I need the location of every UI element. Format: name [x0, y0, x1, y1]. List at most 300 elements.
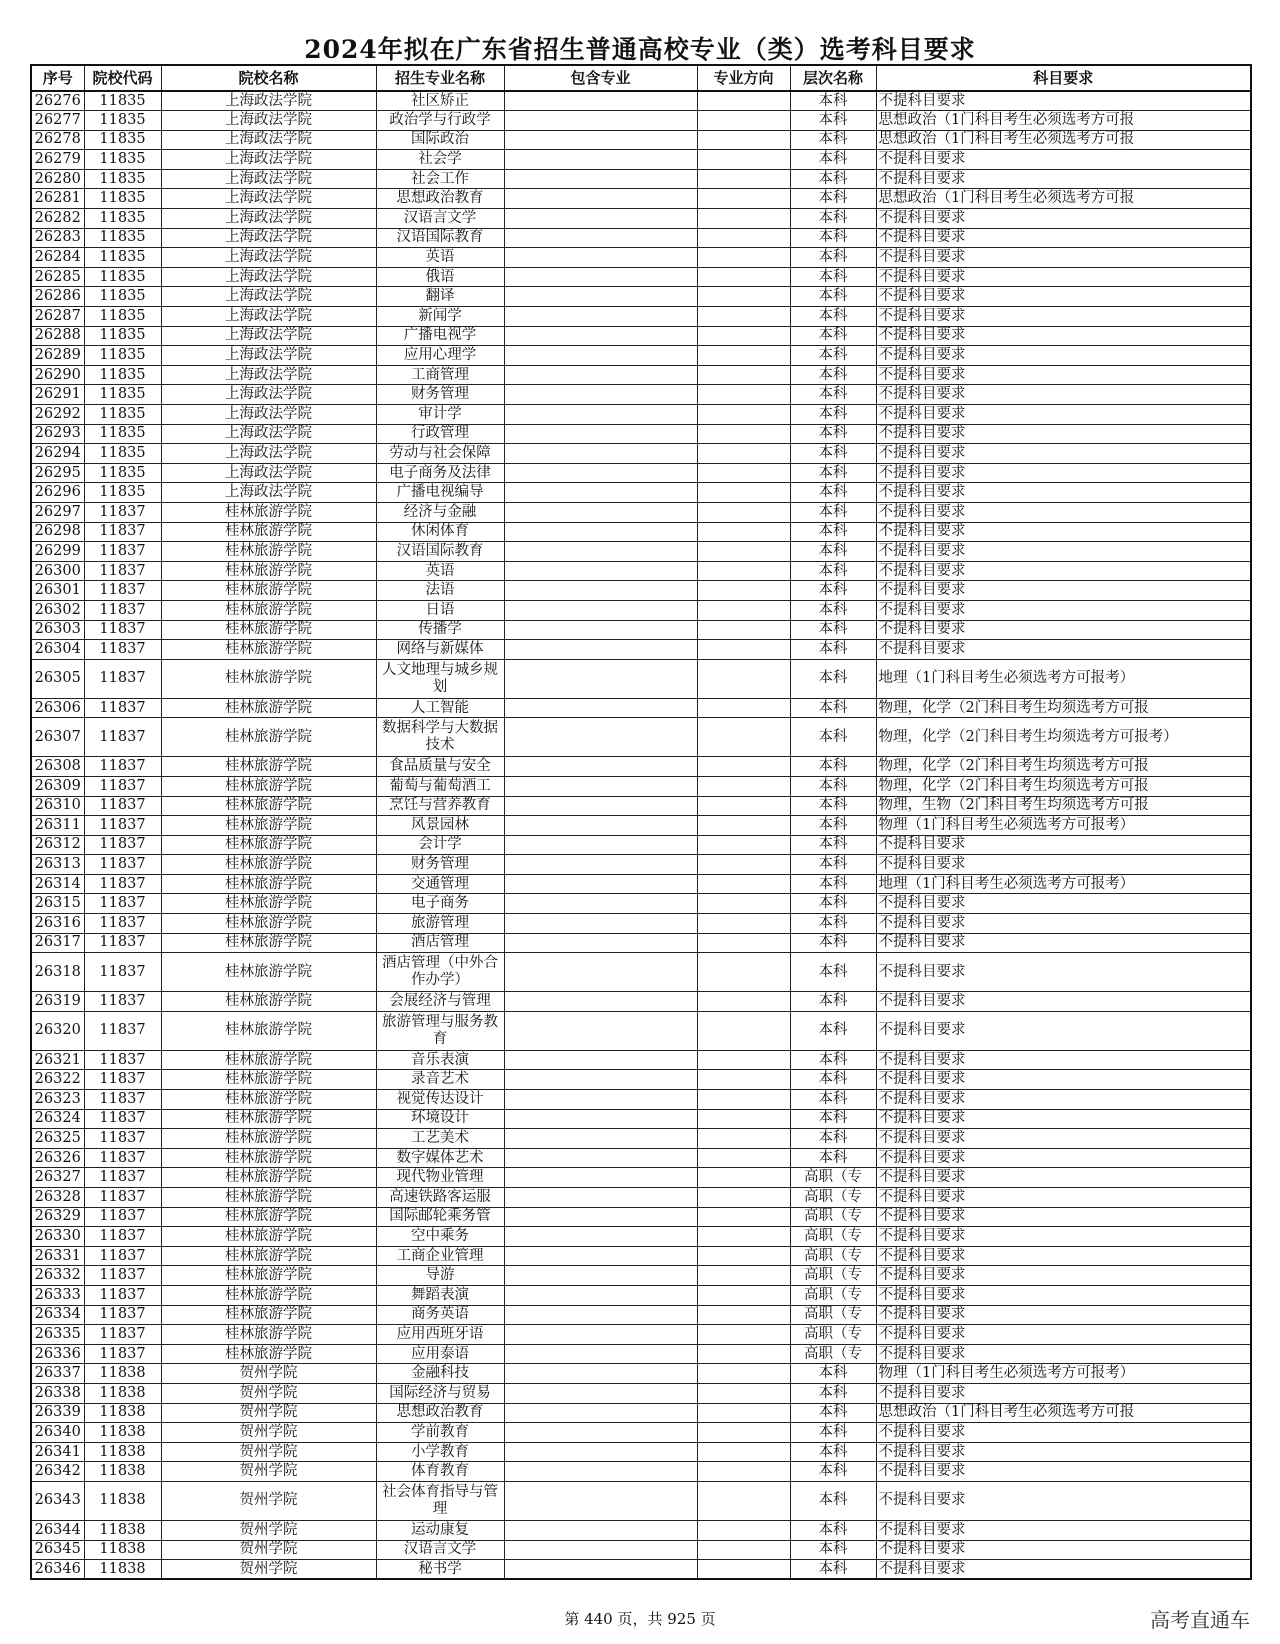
cell-subject-requirement: 物理，化学（2门科目考生均须选考方可报	[876, 776, 1251, 796]
cell-seq: 26301	[31, 581, 84, 601]
page-number: 第 440 页，共 925 页	[564, 1610, 716, 1628]
table-row	[31, 1540, 1251, 1560]
cell-major-direction	[697, 1109, 790, 1129]
cell-level: 高职（专	[790, 1207, 876, 1227]
cell-major-name: 烹饪与营养教育	[376, 796, 504, 816]
cell-school-name: 上海政法学院	[161, 267, 376, 287]
cell-school-name: 上海政法学院	[161, 326, 376, 346]
cell-major-name: 音乐表演	[376, 1050, 504, 1070]
cell-school-name: 桂林旅游学院	[161, 992, 376, 1012]
cell-school-name: 贺州学院	[161, 1540, 376, 1560]
table-row	[31, 953, 1251, 992]
cell-seq: 26321	[31, 1050, 84, 1070]
cell-included-majors	[504, 933, 697, 953]
cell-included-majors	[504, 581, 697, 601]
cell-major-name: 人文地理与城乡规划	[376, 659, 504, 698]
cell-major-name: 法语	[376, 581, 504, 601]
cell-major-direction	[697, 718, 790, 757]
cell-school-code: 11835	[84, 189, 161, 209]
table-row	[31, 444, 1251, 464]
cell-school-code: 11838	[84, 1520, 161, 1540]
cell-school-code: 11837	[84, 1129, 161, 1149]
cell-included-majors	[504, 169, 697, 189]
table-row	[31, 287, 1251, 307]
cell-school-code: 11838	[84, 1560, 161, 1580]
cell-school-code: 11835	[84, 463, 161, 483]
cell-subject-requirement: 不提科目要求	[876, 522, 1251, 542]
cell-subject-requirement: 物理（1门科目考生必须选考方可报考）	[876, 1364, 1251, 1384]
cell-school-code: 11835	[84, 91, 161, 111]
cell-major-direction	[697, 1207, 790, 1227]
cell-subject-requirement: 不提科目要求	[876, 463, 1251, 483]
cell-level: 本科	[790, 1442, 876, 1462]
table-row	[31, 718, 1251, 757]
cell-subject-requirement: 不提科目要求	[876, 1344, 1251, 1364]
cell-major-direction	[697, 874, 790, 894]
cell-level: 高职（专	[790, 1168, 876, 1188]
cell-school-code: 11837	[84, 718, 161, 757]
cell-major-direction	[697, 1383, 790, 1403]
cell-seq: 26314	[31, 874, 84, 894]
table-row	[31, 1011, 1251, 1050]
table-row	[31, 1305, 1251, 1325]
cell-seq: 26307	[31, 718, 84, 757]
cell-school-code: 11838	[84, 1540, 161, 1560]
cell-level: 本科	[790, 894, 876, 914]
cell-school-name: 贺州学院	[161, 1442, 376, 1462]
cell-seq: 26320	[31, 1011, 84, 1050]
cell-major-direction	[697, 1266, 790, 1286]
table-row	[31, 1227, 1251, 1247]
cell-seq: 26280	[31, 169, 84, 189]
cell-major-name: 社会工作	[376, 169, 504, 189]
cell-school-code: 11838	[84, 1364, 161, 1384]
cell-school-name: 桂林旅游学院	[161, 1168, 376, 1188]
cell-level: 本科	[790, 933, 876, 953]
cell-school-name: 桂林旅游学院	[161, 1285, 376, 1305]
cell-seq: 26295	[31, 463, 84, 483]
table-row	[31, 914, 1251, 934]
cell-subject-requirement: 物理（1门科目考生必须选考方可报考）	[876, 816, 1251, 836]
cell-school-code: 11835	[84, 150, 161, 170]
cell-school-code: 11838	[84, 1442, 161, 1462]
cell-level: 本科	[790, 1109, 876, 1129]
cell-school-code: 11835	[84, 483, 161, 503]
cell-subject-requirement: 思想政治（1门科目考生必须选考方可报	[876, 189, 1251, 209]
cell-school-code: 11838	[84, 1462, 161, 1482]
cell-included-majors	[504, 287, 697, 307]
cell-subject-requirement: 不提科目要求	[876, 953, 1251, 992]
cell-included-majors	[504, 1070, 697, 1090]
cell-school-code: 11835	[84, 111, 161, 131]
cell-school-code: 11837	[84, 502, 161, 522]
table-body	[31, 91, 1251, 1579]
table-row	[31, 835, 1251, 855]
cell-included-majors	[504, 1168, 697, 1188]
cell-school-code: 11835	[84, 405, 161, 425]
cell-major-direction	[697, 1364, 790, 1384]
cell-seq: 26286	[31, 287, 84, 307]
cell-included-majors	[504, 209, 697, 229]
cell-level: 本科	[790, 463, 876, 483]
cell-seq: 26276	[31, 91, 84, 111]
cell-subject-requirement: 不提科目要求	[876, 326, 1251, 346]
cell-level: 本科	[790, 581, 876, 601]
cell-school-name: 桂林旅游学院	[161, 1090, 376, 1110]
cell-included-majors	[504, 1520, 697, 1540]
cell-major-direction	[697, 483, 790, 503]
cell-major-name: 网络与新媒体	[376, 640, 504, 660]
cell-school-name: 上海政法学院	[161, 444, 376, 464]
cell-major-name: 俄语	[376, 267, 504, 287]
cell-school-name: 上海政法学院	[161, 405, 376, 425]
cell-major-direction	[697, 1305, 790, 1325]
table-row	[31, 1364, 1251, 1384]
cell-major-name: 学前教育	[376, 1423, 504, 1443]
cell-seq: 26342	[31, 1462, 84, 1482]
cell-level: 本科	[790, 209, 876, 229]
cell-level: 本科	[790, 835, 876, 855]
cell-major-name: 数字媒体艺术	[376, 1148, 504, 1168]
cell-school-name: 桂林旅游学院	[161, 1011, 376, 1050]
cell-school-name: 桂林旅游学院	[161, 1207, 376, 1227]
cell-school-name: 桂林旅游学院	[161, 835, 376, 855]
cell-school-code: 11835	[84, 209, 161, 229]
table-row	[31, 1188, 1251, 1208]
cell-seq: 26279	[31, 150, 84, 170]
cell-major-direction	[697, 150, 790, 170]
cell-seq: 26311	[31, 816, 84, 836]
cell-level: 本科	[790, 1148, 876, 1168]
cell-subject-requirement: 不提科目要求	[876, 914, 1251, 934]
cell-major-name: 广播电视学	[376, 326, 504, 346]
cell-subject-requirement: 不提科目要求	[876, 346, 1251, 366]
cell-included-majors	[504, 150, 697, 170]
cell-level: 本科	[790, 640, 876, 660]
cell-school-name: 桂林旅游学院	[161, 1148, 376, 1168]
cell-seq: 26306	[31, 698, 84, 718]
cell-major-direction	[697, 1560, 790, 1580]
cell-school-name: 贺州学院	[161, 1520, 376, 1540]
cell-school-name: 上海政法学院	[161, 209, 376, 229]
cell-school-code: 11837	[84, 1266, 161, 1286]
cell-major-name: 汉语言文学	[376, 1540, 504, 1560]
cell-level: 本科	[790, 502, 876, 522]
table-row	[31, 1090, 1251, 1110]
cell-school-code: 11835	[84, 346, 161, 366]
cell-included-majors	[504, 463, 697, 483]
cell-school-name: 上海政法学院	[161, 424, 376, 444]
cell-major-direction	[697, 189, 790, 209]
table-row	[31, 600, 1251, 620]
cell-major-direction	[697, 1188, 790, 1208]
cell-level: 本科	[790, 796, 876, 816]
cell-major-name: 社会学	[376, 150, 504, 170]
cell-major-direction	[697, 1070, 790, 1090]
cell-school-code: 11835	[84, 287, 161, 307]
cell-level: 本科	[790, 1383, 876, 1403]
cell-school-code: 11837	[84, 933, 161, 953]
cell-major-name: 酒店管理	[376, 933, 504, 953]
cell-seq: 26325	[31, 1129, 84, 1149]
cell-seq: 26310	[31, 796, 84, 816]
cell-seq: 26333	[31, 1285, 84, 1305]
cell-included-majors	[504, 1325, 697, 1345]
cell-included-majors	[504, 620, 697, 640]
cell-seq: 26324	[31, 1109, 84, 1129]
cell-subject-requirement: 不提科目要求	[876, 600, 1251, 620]
cell-seq: 26313	[31, 855, 84, 875]
table-row	[31, 542, 1251, 562]
cell-seq: 26300	[31, 561, 84, 581]
table-row	[31, 326, 1251, 346]
cell-included-majors	[504, 1148, 697, 1168]
cell-major-direction	[697, 1481, 790, 1520]
cell-level: 本科	[790, 111, 876, 131]
cell-included-majors	[504, 894, 697, 914]
cell-included-majors	[504, 659, 697, 698]
table-row	[31, 365, 1251, 385]
cell-included-majors	[504, 816, 697, 836]
cell-school-code: 11837	[84, 855, 161, 875]
cell-level: 本科	[790, 365, 876, 385]
table-row	[31, 189, 1251, 209]
cell-school-code: 11838	[84, 1403, 161, 1423]
cell-included-majors	[504, 855, 697, 875]
cell-level: 本科	[790, 150, 876, 170]
table-row	[31, 620, 1251, 640]
cell-subject-requirement: 不提科目要求	[876, 1246, 1251, 1266]
cell-included-majors	[504, 1481, 697, 1520]
table-row	[31, 1050, 1251, 1070]
cell-school-code: 11837	[84, 1207, 161, 1227]
cell-seq: 26289	[31, 346, 84, 366]
cell-level: 本科	[790, 248, 876, 268]
table-row	[31, 209, 1251, 229]
table-row	[31, 894, 1251, 914]
cell-school-code: 11837	[84, 1090, 161, 1110]
cell-included-majors	[504, 718, 697, 757]
cell-major-name: 英语	[376, 561, 504, 581]
cell-level: 本科	[790, 1129, 876, 1149]
cell-school-name: 上海政法学院	[161, 189, 376, 209]
table-row	[31, 1325, 1251, 1345]
cell-school-name: 贺州学院	[161, 1403, 376, 1423]
cell-level: 高职（专	[790, 1246, 876, 1266]
cell-school-code: 11837	[84, 914, 161, 934]
cell-level: 本科	[790, 1423, 876, 1443]
cell-major-name: 现代物业管理	[376, 1168, 504, 1188]
cell-seq: 26290	[31, 365, 84, 385]
cell-major-name: 审计学	[376, 405, 504, 425]
cell-subject-requirement: 不提科目要求	[876, 1070, 1251, 1090]
cell-level: 本科	[790, 620, 876, 640]
cell-included-majors	[504, 1383, 697, 1403]
table-row	[31, 757, 1251, 777]
cell-level: 本科	[790, 992, 876, 1012]
cell-level: 本科	[790, 659, 876, 698]
cell-subject-requirement: 不提科目要求	[876, 1188, 1251, 1208]
cell-seq: 26317	[31, 933, 84, 953]
cell-school-name: 桂林旅游学院	[161, 1305, 376, 1325]
cell-subject-requirement: 不提科目要求	[876, 228, 1251, 248]
cell-seq: 26308	[31, 757, 84, 777]
cell-subject-requirement: 不提科目要求	[876, 640, 1251, 660]
cell-school-name: 桂林旅游学院	[161, 816, 376, 836]
table-row	[31, 267, 1251, 287]
cell-school-name: 桂林旅游学院	[161, 1227, 376, 1247]
table-row	[31, 1344, 1251, 1364]
cell-school-name: 桂林旅游学院	[161, 502, 376, 522]
cell-level: 高职（专	[790, 1227, 876, 1247]
cell-level: 高职（专	[790, 1305, 876, 1325]
cell-level: 本科	[790, 1540, 876, 1560]
cell-level: 本科	[790, 444, 876, 464]
cell-level: 本科	[790, 1050, 876, 1070]
table-row	[31, 91, 1251, 111]
cell-school-code: 11835	[84, 169, 161, 189]
table-row	[31, 581, 1251, 601]
cell-level: 本科	[790, 307, 876, 327]
cell-level: 本科	[790, 757, 876, 777]
cell-major-direction	[697, 953, 790, 992]
cell-major-direction	[697, 659, 790, 698]
cell-included-majors	[504, 757, 697, 777]
cell-school-code: 11837	[84, 542, 161, 562]
cell-level: 本科	[790, 1520, 876, 1540]
cell-school-name: 贺州学院	[161, 1560, 376, 1580]
cell-level: 本科	[790, 522, 876, 542]
cell-major-name: 电子商务	[376, 894, 504, 914]
cell-major-direction	[697, 1090, 790, 1110]
cell-subject-requirement: 不提科目要求	[876, 1285, 1251, 1305]
cell-included-majors	[504, 1442, 697, 1462]
cell-major-name: 财务管理	[376, 385, 504, 405]
brand-watermark: 高考直通车	[1150, 1608, 1250, 1632]
cell-major-direction	[697, 326, 790, 346]
table-row	[31, 1560, 1251, 1580]
cell-included-majors	[504, 953, 697, 992]
cell-level: 本科	[790, 561, 876, 581]
cell-major-direction	[697, 542, 790, 562]
cell-seq: 26335	[31, 1325, 84, 1345]
cell-level: 本科	[790, 1560, 876, 1580]
cell-level: 本科	[790, 776, 876, 796]
cell-school-name: 上海政法学院	[161, 91, 376, 111]
cell-major-name: 工艺美术	[376, 1129, 504, 1149]
cell-included-majors	[504, 542, 697, 562]
cell-major-name: 社区矫正	[376, 91, 504, 111]
cell-included-majors	[504, 1462, 697, 1482]
table-row	[31, 405, 1251, 425]
cell-major-name: 小学教育	[376, 1442, 504, 1462]
cell-school-code: 11835	[84, 307, 161, 327]
cell-subject-requirement: 不提科目要求	[876, 444, 1251, 464]
cell-level: 本科	[790, 874, 876, 894]
cell-major-direction	[697, 1168, 790, 1188]
cell-major-name: 思想政治教育	[376, 1403, 504, 1423]
cell-major-direction	[697, 1050, 790, 1070]
cell-level: 本科	[790, 346, 876, 366]
cell-school-name: 桂林旅游学院	[161, 620, 376, 640]
cell-school-name: 桂林旅游学院	[161, 894, 376, 914]
cell-major-direction	[697, 1129, 790, 1149]
cell-subject-requirement: 不提科目要求	[876, 1129, 1251, 1149]
cell-major-name: 汉语言文学	[376, 209, 504, 229]
cell-major-name: 高速铁路客运服	[376, 1188, 504, 1208]
cell-subject-requirement: 不提科目要求	[876, 1207, 1251, 1227]
cell-included-majors	[504, 365, 697, 385]
cell-school-code: 11837	[84, 1148, 161, 1168]
cell-seq: 26297	[31, 502, 84, 522]
header-major-direction: 专业方向	[697, 65, 790, 91]
cell-subject-requirement: 不提科目要求	[876, 1520, 1251, 1540]
cell-major-direction	[697, 385, 790, 405]
table-row	[31, 483, 1251, 503]
cell-subject-requirement: 思想政治（1门科目考生必须选考方可报	[876, 130, 1251, 150]
cell-major-direction	[697, 894, 790, 914]
cell-school-code: 11837	[84, 776, 161, 796]
cell-subject-requirement: 不提科目要求	[876, 561, 1251, 581]
cell-seq: 26296	[31, 483, 84, 503]
cell-seq: 26291	[31, 385, 84, 405]
cell-seq: 26329	[31, 1207, 84, 1227]
cell-subject-requirement: 不提科目要求	[876, 1090, 1251, 1110]
cell-major-name: 经济与金融	[376, 502, 504, 522]
cell-school-name: 桂林旅游学院	[161, 581, 376, 601]
cell-major-direction	[697, 111, 790, 131]
cell-level: 高职（专	[790, 1188, 876, 1208]
cell-level: 本科	[790, 326, 876, 346]
table-row	[31, 933, 1251, 953]
cell-school-code: 11837	[84, 640, 161, 660]
cell-major-name: 旅游管理与服务教育	[376, 1011, 504, 1050]
table-row	[31, 1423, 1251, 1443]
cell-major-name: 国际政治	[376, 130, 504, 150]
cell-included-majors	[504, 1344, 697, 1364]
header-level: 层次名称	[790, 65, 876, 91]
cell-seq: 26288	[31, 326, 84, 346]
cell-included-majors	[504, 1188, 697, 1208]
cell-school-name: 桂林旅游学院	[161, 874, 376, 894]
cell-school-name: 桂林旅游学院	[161, 659, 376, 698]
cell-included-majors	[504, 189, 697, 209]
cell-seq: 26323	[31, 1090, 84, 1110]
cell-major-direction	[697, 424, 790, 444]
cell-school-name: 贺州学院	[161, 1383, 376, 1403]
cell-major-name: 翻译	[376, 287, 504, 307]
cell-subject-requirement: 不提科目要求	[876, 424, 1251, 444]
cell-major-name: 金融科技	[376, 1364, 504, 1384]
cell-seq: 26292	[31, 405, 84, 425]
cell-seq: 26336	[31, 1344, 84, 1364]
cell-subject-requirement: 不提科目要求	[876, 287, 1251, 307]
cell-major-name: 广播电视编导	[376, 483, 504, 503]
cell-included-majors	[504, 228, 697, 248]
table-row	[31, 1168, 1251, 1188]
cell-major-name: 工商企业管理	[376, 1246, 504, 1266]
cell-subject-requirement: 不提科目要求	[876, 933, 1251, 953]
cell-level: 高职（专	[790, 1325, 876, 1345]
cell-school-name: 桂林旅游学院	[161, 1109, 376, 1129]
cell-subject-requirement: 不提科目要求	[876, 1168, 1251, 1188]
cell-school-code: 11837	[84, 1050, 161, 1070]
cell-major-name: 英语	[376, 248, 504, 268]
cell-school-name: 桂林旅游学院	[161, 600, 376, 620]
cell-major-name: 传播学	[376, 620, 504, 640]
cell-major-direction	[697, 816, 790, 836]
cell-major-direction	[697, 698, 790, 718]
